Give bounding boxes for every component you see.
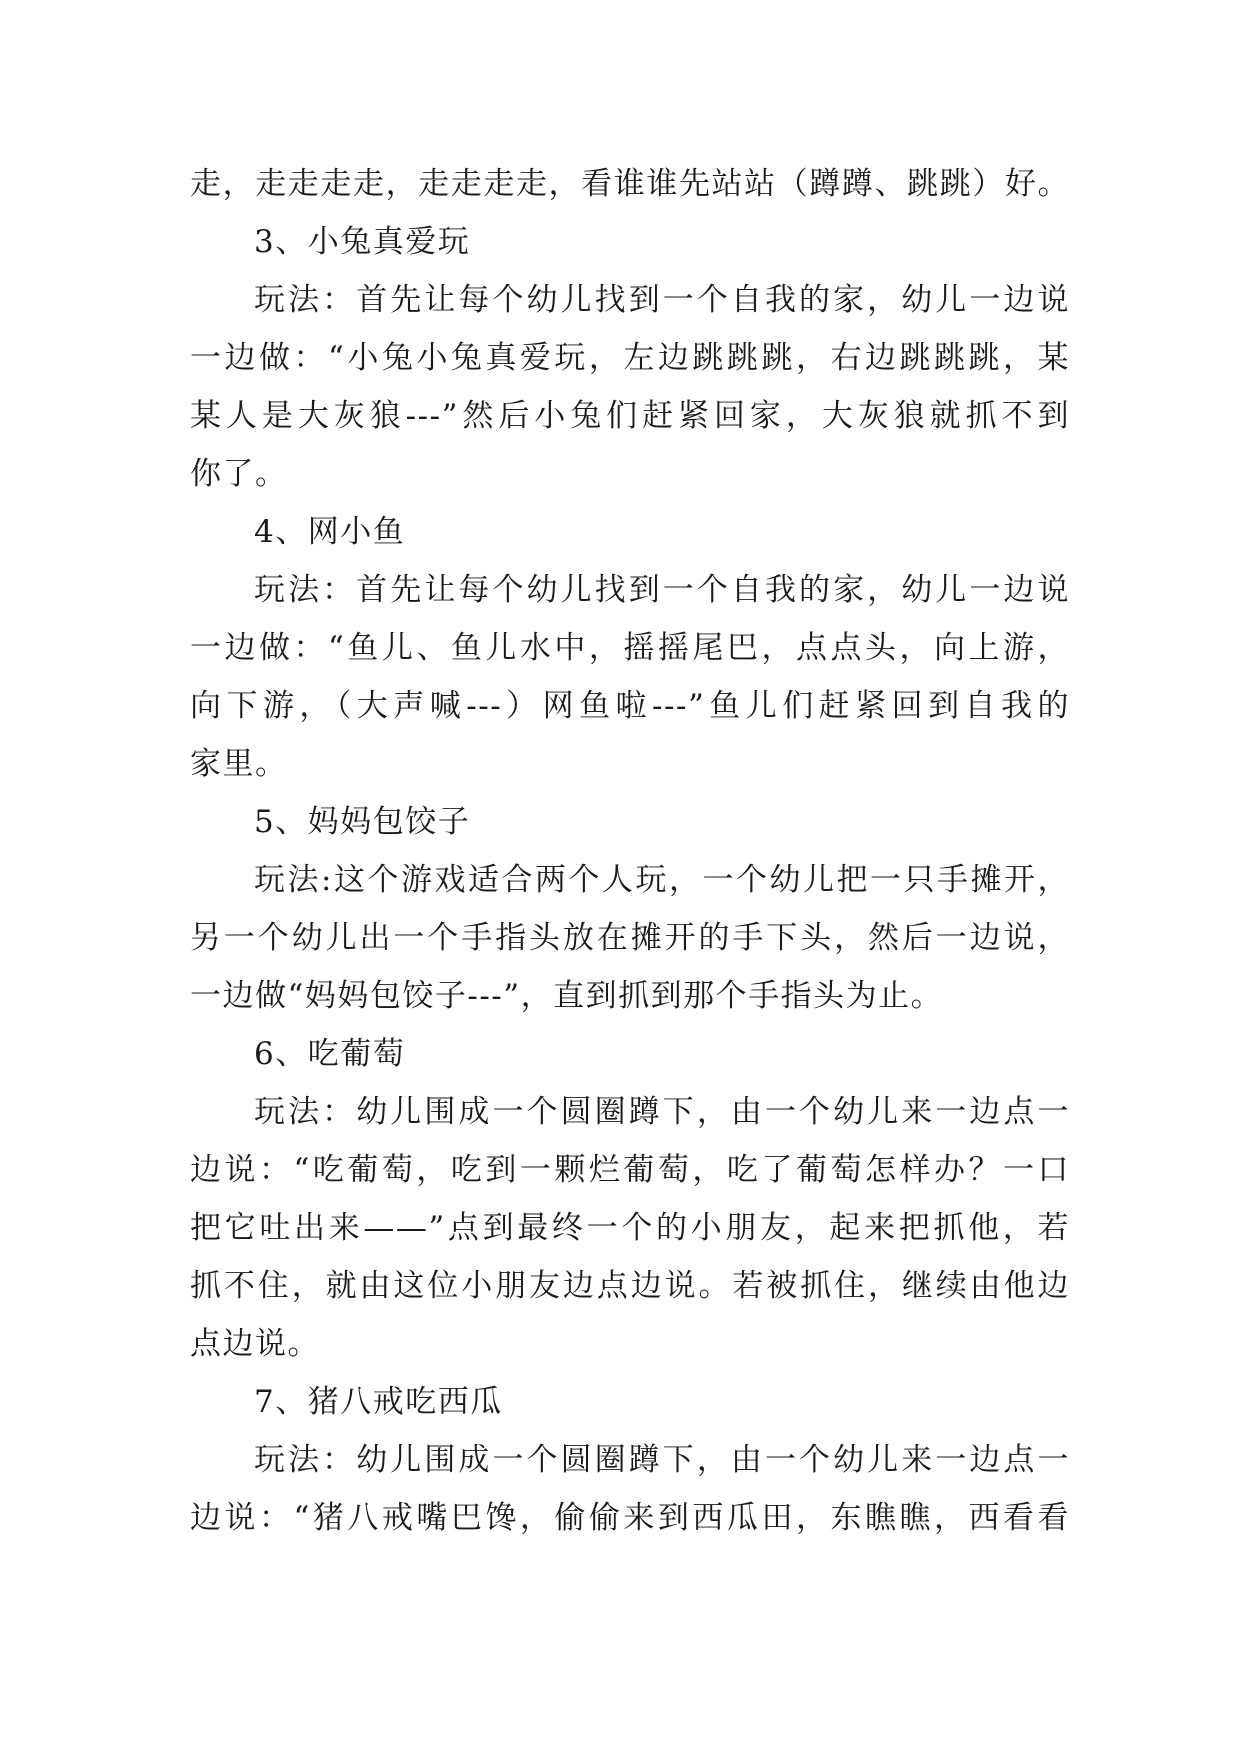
section-heading-6: 6、吃葡萄: [254, 1036, 406, 1072]
paragraph-line: 玩法:这个游戏适合两个人玩，一个幼儿把一只手摊开，: [254, 862, 1070, 898]
paragraph-line: 家里。: [190, 746, 288, 782]
paragraph-line: 点边说。: [190, 1326, 320, 1362]
paragraph-line: 一边做：“鱼儿、鱼儿水中，摇摇尾巴，点点头，向上游，: [190, 630, 1070, 666]
paragraph-line: 你了。: [190, 456, 288, 492]
paragraph-line: 边说：“吃葡萄，吃到一颗烂葡萄，吃了葡萄怎样办？一口: [190, 1152, 1070, 1188]
paragraph-line: 某人是大灰狼---”然后小兔们赶紧回家，大灰狼就抓不到: [190, 398, 1070, 434]
section-heading-3: 3、小兔真爱玩: [254, 224, 471, 260]
paragraph-line: 一边做：“小兔小兔真爱玩，左边跳跳跳，右边跳跳跳，某: [190, 340, 1070, 376]
document-body: [190, 155, 1070, 1547]
paragraph-line: 玩法：首先让每个幼儿找到一个自我的家，幼儿一边说: [254, 282, 1070, 318]
paragraph-line: 把它吐出来——”点到最终一个的小朋友，起来把抓他，若: [190, 1210, 1070, 1246]
section-heading-4: 4、网小鱼: [254, 514, 406, 550]
paragraph-line: 玩法：首先让每个幼儿找到一个自我的家，幼儿一边说: [254, 572, 1070, 608]
paragraph-line: 玩法：幼儿围成一个圆圈蹲下，由一个幼儿来一边点一: [254, 1094, 1070, 1130]
paragraph-line: 抓不住，就由这位小朋友边点边说。若被抓住，继续由他边: [190, 1268, 1070, 1304]
paragraph-line: 向下游，（大声喊---）网鱼啦---”鱼儿们赶紧回到自我的: [190, 688, 1070, 724]
paragraph-line: 玩法：幼儿围成一个圆圈蹲下，由一个幼儿来一边点一: [254, 1442, 1070, 1478]
section-heading-7: 7、猪八戒吃西瓜: [254, 1384, 503, 1420]
section-heading-5: 5、妈妈包饺子: [254, 804, 471, 840]
paragraph-line: 边说：“猪八戒嘴巴馋，偷偷来到西瓜田，东瞧瞧，西看看: [190, 1500, 1070, 1536]
paragraph-line: 另一个幼儿出一个手指头放在摊开的手下头，然后一边说，: [190, 920, 1070, 956]
paragraph-line: 走，走走走走，走走走走，看谁谁先站站（蹲蹲、跳跳）好。: [190, 166, 1070, 202]
paragraph-line: 一边做“妈妈包饺子---”，直到抓到那个手指头为止。: [190, 978, 944, 1014]
